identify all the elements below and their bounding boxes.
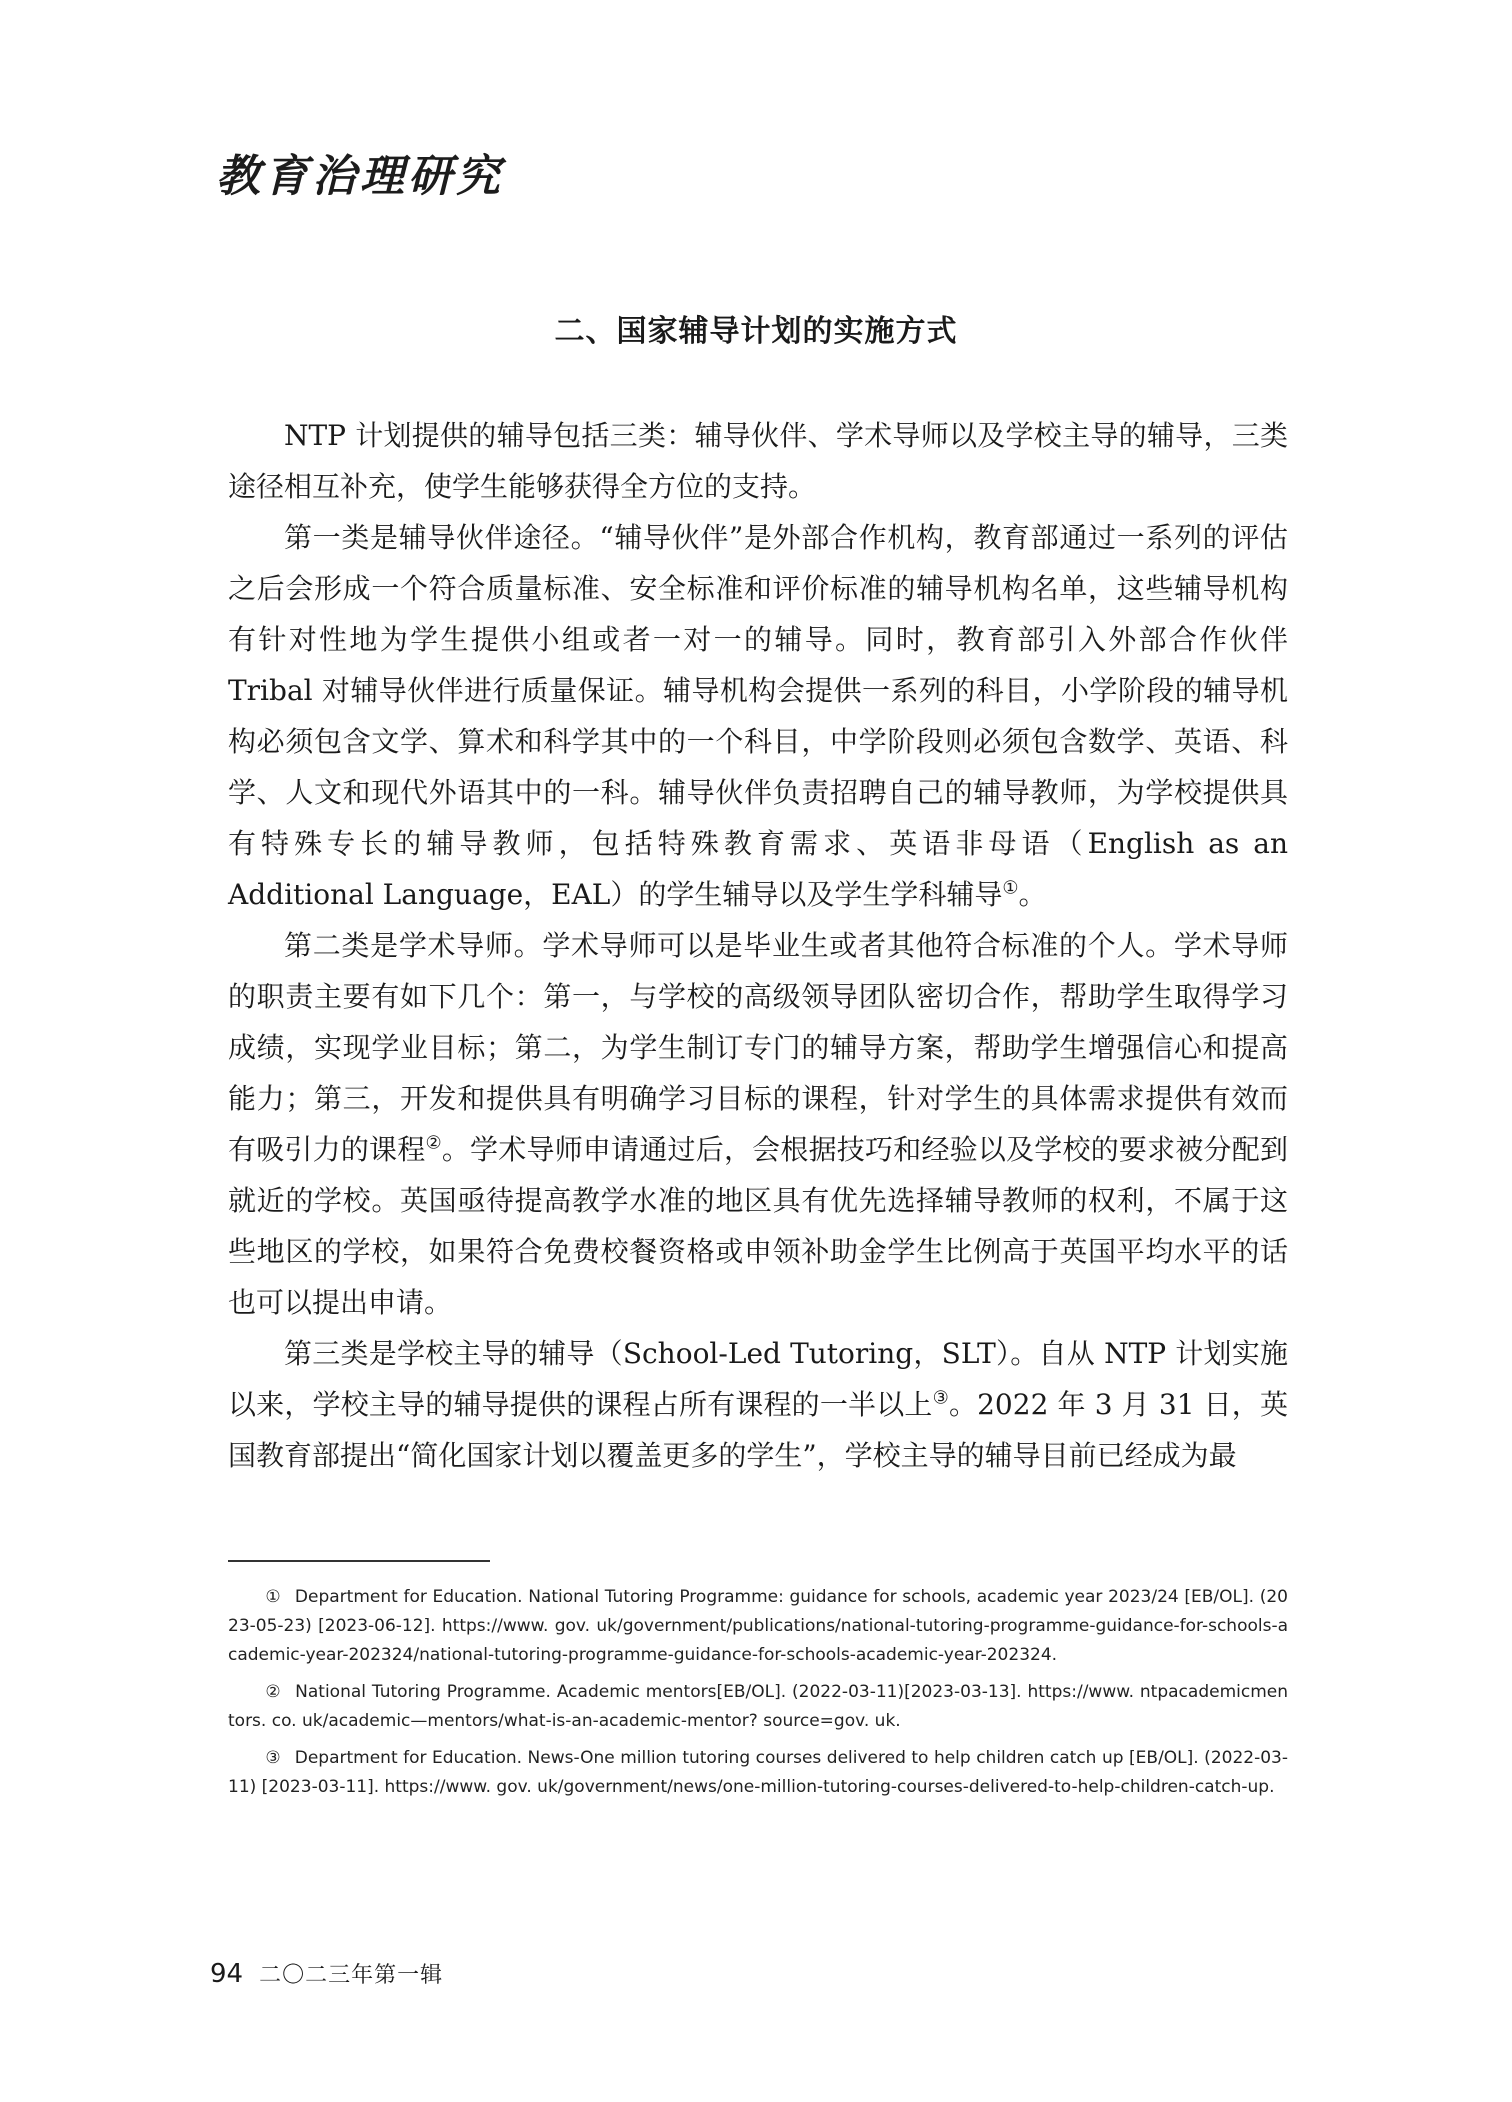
paragraph-school-led-tutoring <box>228 1328 1288 1481</box>
footnote-reference: ① <box>1002 877 1019 899</box>
footnote-item <box>228 1678 1288 1736</box>
section-title: 二、国家辅导计划的实施方式 <box>554 314 958 349</box>
footnote-divider <box>228 1560 490 1562</box>
paragraph-text: 第一类是辅导伙伴途径。“辅导伙伴”是外部合作机构，教育部通过一系列的评估之后会形成一个符合质量标准、安全标准和评价标准的辅导机构名单，这些辅导机构有针对性地为学生提供小组或者一对一的辅导。同时，教育部引入外部合作伙伴 Tribal 对辅导伙伴进行质量保证。辅导机构会提供一系列的科目，小学阶段的辅导机构必须包含文学、算术和科学其中的一个科目，中学阶段则必须包含数学、英语、科学、人文和现代外语其中的一科。辅导伙伴负责招聘自己的辅导教师，为学校提供具有特殊专长的辅导教师，包括特殊教育需求、英语非母语（English as an Additional Language，EAL）的学生辅导以及学生学科辅导 <box>228 521 1288 911</box>
paragraph-tutoring-partners <box>228 512 1288 920</box>
footnote-reference: ② <box>425 1132 442 1154</box>
footnote-mark: ③ <box>265 1748 281 1768</box>
paragraph-text: 第三类是学校主导的辅导（School-Led Tutoring，SLT）。自从 NTP 计划实施以来，学校主导的辅导提供的课程占所有课程的一半以上 <box>228 1337 1288 1421</box>
footnote-item <box>228 1583 1288 1670</box>
issue-label: 二〇二三年第一辑 <box>259 1963 444 1988</box>
journal-header: 教育治理研究 <box>216 151 504 202</box>
footnote-item <box>228 1744 1288 1802</box>
paragraph-intro <box>228 410 1288 512</box>
footnotes <box>228 1583 1288 1810</box>
footnote-mark: ② <box>265 1682 282 1702</box>
body-text <box>228 410 1288 1481</box>
paragraph-text: NTP 计划提供的辅导包括三类：辅导伙伴、学术导师以及学校主导的辅导，三类途径相互补充，使学生能够获得全方位的支持。 <box>228 419 1288 503</box>
paragraph-text: 。2022 年 3 月 31 日，英国教育部提出“简化国家计划以覆盖更多的学生”，学校主导的辅导目前已经成为最 <box>228 1388 1288 1472</box>
footnote-text: National Tutoring Programme. Academic mentors[EB/OL]. (2022-03-11)[2023-03-13]. https://www. ntpacademicmentors. co. uk/academic—mentors/what-is-an-academic-mentor? source=gov. uk. <box>228 1682 1288 1731</box>
footnote-reference: ③ <box>932 1387 949 1409</box>
paragraph-text: 。 <box>1018 878 1047 911</box>
paragraph-text: 。学术导师申请通过后，会根据技巧和经验以及学校的要求被分配到就近的学校。英国亟待提高教学水准的地区具有优先选择辅导教师的权利，不属于这些地区的学校，如果符合免费校餐资格或申领补助金学生比例高于英国平均水平的话也可以提出申请。 <box>228 1133 1288 1319</box>
paragraph-text: 第二类是学术导师。学术导师可以是毕业生或者其他符合标准的个人。学术导师的职责主要有如下几个：第一，与学校的高级领导团队密切合作，帮助学生取得学习成绩，实现学业目标；第二，为学生制订专门的辅导方案，帮助学生增强信心和提高能力；第三，开发和提供具有明确学习目标的课程，针对学生的具体需求提供有效而有吸引力的课程 <box>228 929 1288 1166</box>
footnote-text: Department for Education. News-One million tutoring courses delivered to help children catch up [EB/OL]. (2022-03-11) [2023-03-11]. https://www. gov. uk/government/news/one-million-tutoring-courses-delivered-to-help-children-catch-up. <box>228 1748 1288 1797</box>
page-number: 94 <box>210 1959 244 1989</box>
footnote-mark: ① <box>265 1587 281 1607</box>
footnote-text: Department for Education. National Tutoring Programme: guidance for schools, academic year 2023/24 [EB/OL]. (2023-05-23) [2023-06-12]. https://www. gov. uk/government/publications/national-tutoring-programme-guidance-for-schools-academic-year-202324/national-tutoring-programme-guidance-for-schools-academic-year-202324. <box>228 1587 1288 1665</box>
paragraph-academic-mentors <box>228 920 1288 1328</box>
page-footer <box>210 1958 443 1989</box>
